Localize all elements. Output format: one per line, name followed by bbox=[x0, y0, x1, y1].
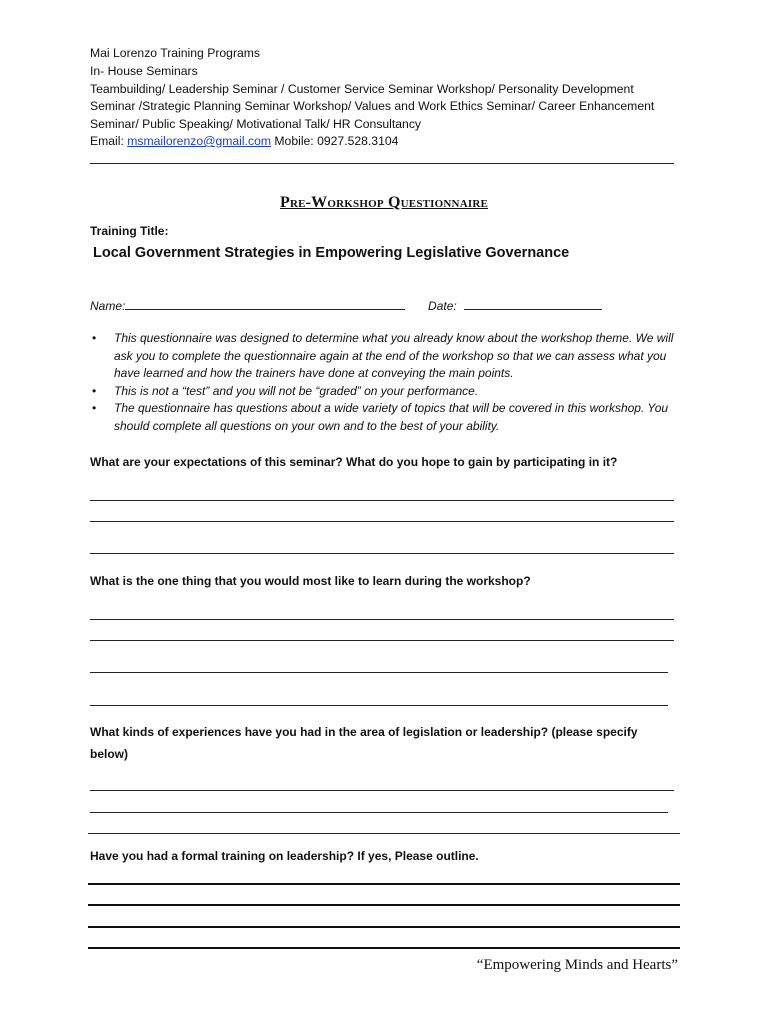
answer-line[interactable] bbox=[90, 619, 674, 620]
contact-line bbox=[90, 133, 398, 151]
answer-line[interactable] bbox=[90, 672, 668, 673]
answer-line[interactable] bbox=[90, 812, 668, 813]
question-4: Have you had a formal training on leadership? If yes, Please outline. bbox=[90, 849, 479, 863]
name-date-row bbox=[90, 297, 602, 313]
mobile-number: Mobile: 0927.528.3104 bbox=[271, 134, 399, 148]
bullet-icon: • bbox=[92, 331, 97, 345]
answer-line[interactable] bbox=[88, 947, 680, 949]
answer-line[interactable] bbox=[88, 904, 680, 906]
training-title-label: Training Title: bbox=[90, 224, 169, 238]
question-1: What are your expectations of this seminar? What do you hope to gain by participating in it? bbox=[90, 455, 618, 469]
footer-tagline: “Empowering Minds and Hearts” bbox=[476, 957, 678, 973]
list-item: • This questionnaire was designed to determine what you already know about the workshop theme. We will ask you to complete the questionnaire again at the end of the workshop so that we can assess what you have learned and how the trainers have done at conveying the main points. bbox=[92, 331, 674, 381]
training-title: Local Government Strategies in Empowering Legislative Governance bbox=[93, 245, 570, 261]
seminar-list-line-1: Teambuilding/ Leadership Seminar / Customer Service Seminar Workshop/ Personality Development bbox=[90, 82, 634, 96]
list-item: • This is not a “test” and you will not be “graded” on your performance. bbox=[90, 383, 690, 401]
answer-line[interactable] bbox=[90, 500, 674, 501]
answer-line[interactable] bbox=[90, 790, 674, 791]
date-field[interactable] bbox=[464, 297, 602, 310]
bullet-icon: • bbox=[92, 383, 97, 398]
list-item: • The questionnaire has questions about a wide variety of topics that will be covered in this workshop. You should complete all questions on your own and to the best of your ability. bbox=[92, 401, 669, 433]
name-field[interactable] bbox=[125, 297, 405, 310]
email-link[interactable]: msmailorenzo@gmail.com bbox=[127, 134, 272, 148]
seminar-list-line-2: Seminar /Strategic Planning Seminar Workshop/ Values and Work Ethics Seminar/ Career Enhancement bbox=[90, 99, 655, 113]
bullet-icon: • bbox=[92, 401, 97, 416]
question-3: What kinds of experiences have you had in the area of legislation or leadership? (please specify below) bbox=[90, 725, 638, 761]
answer-line[interactable] bbox=[90, 705, 668, 706]
seminar-type: In- House Seminars bbox=[90, 64, 198, 78]
header-divider bbox=[90, 163, 674, 164]
org-name: Mai Lorenzo Training Programs bbox=[90, 46, 261, 60]
answer-line[interactable] bbox=[88, 883, 680, 885]
name-label: Name: bbox=[90, 299, 126, 313]
answer-line[interactable] bbox=[88, 926, 680, 928]
answer-line[interactable] bbox=[90, 521, 674, 522]
date-label: Date: bbox=[428, 299, 457, 313]
instructions-list bbox=[90, 330, 690, 436]
answer-line[interactable] bbox=[90, 553, 674, 554]
seminar-list-line-3: Seminar/ Public Speaking/ Motivational Talk/ HR Consultancy bbox=[90, 117, 422, 131]
answer-line[interactable] bbox=[90, 640, 674, 641]
question-2: What is the one thing that you would most like to learn during the workshop? bbox=[90, 574, 531, 588]
email-label: Email: bbox=[90, 134, 128, 148]
answer-line[interactable] bbox=[88, 833, 680, 834]
page-title: Pre-Workshop Questionnaire bbox=[280, 194, 488, 211]
